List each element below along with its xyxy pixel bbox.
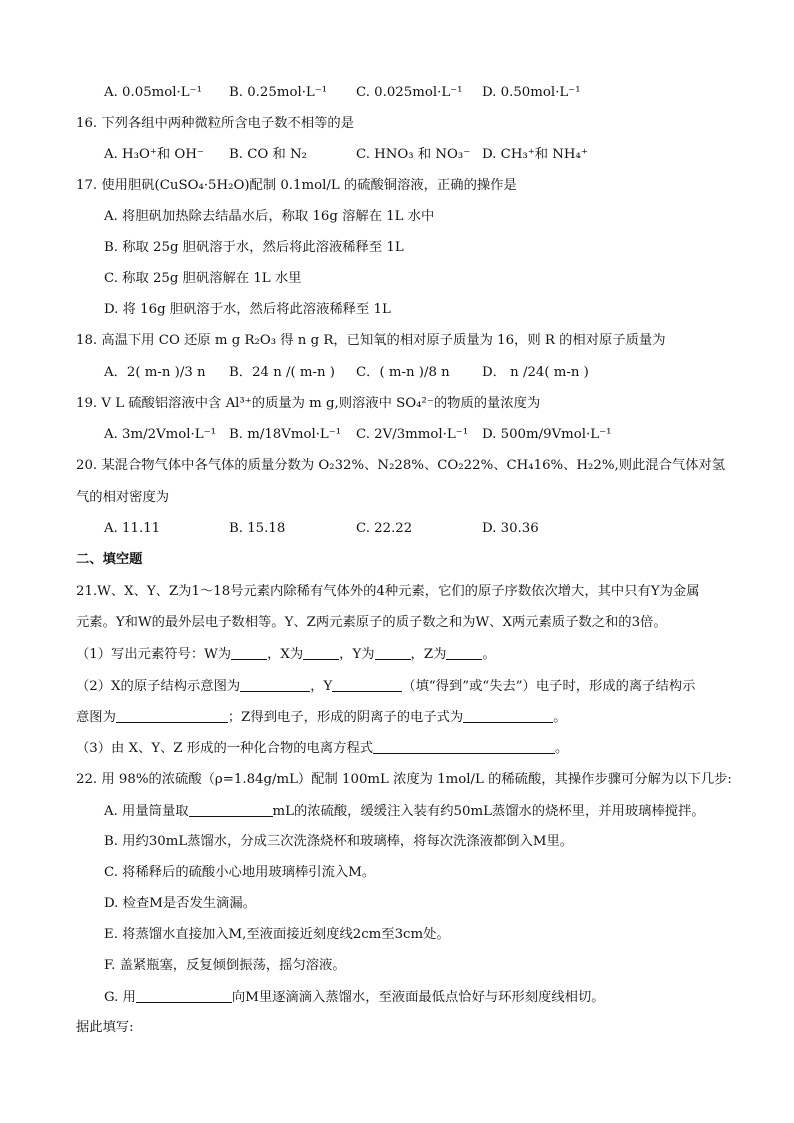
q16-option-d: D. CH₃⁺和 NH₄⁺: [482, 147, 588, 162]
q22-step-g-text2: 向M里逐滴滴入蒸馏水，至液面最低点恰好与环形刻度线相切。: [231, 990, 605, 1005]
q16-option-b: B. CO 和 N₂: [229, 147, 308, 162]
q19-stem: 19. V L 硫酸铝溶液中含 Al³⁺的质量为 m g,则溶液中 SO₄²⁻的物质的量浓度为: [76, 396, 541, 411]
q21-part1-text-w: （1）写出元素符号：W为: [76, 647, 232, 662]
q21-blank-x-structure[interactable]: [240, 677, 310, 692]
q15-option-d: D. 0.50mol·L⁻¹: [482, 85, 581, 100]
q18-option-b: B．24 n /( m-n ): [229, 365, 335, 380]
q18-option-a: A．2( m-n )/3 n: [104, 365, 206, 380]
q21-blank-anion-formula[interactable]: [463, 708, 553, 723]
q21-part2-line1: [76, 677, 695, 696]
q19-option-c: C. 2V/3mmol·L⁻¹: [356, 427, 469, 442]
q16-option-a: A. H₃O⁺和 OH⁻: [104, 147, 204, 162]
q22-step-c: C. 将稀释后的硫酸小心地用玻璃棒引流入M。: [104, 865, 376, 880]
q15-option-a: A. 0.05mol·L⁻¹: [104, 85, 202, 100]
q21-part1-end: 。: [482, 647, 496, 662]
q16-option-c: C. HNO₃ 和 NO₃⁻: [356, 147, 471, 162]
q22-step-g: [104, 988, 605, 1007]
q21-part1-text-y: ，Y为: [339, 647, 375, 662]
q21-blank-w[interactable]: [231, 645, 267, 660]
q20-option-b: B. 15.18: [229, 521, 286, 536]
q22-step-a-text1: A. 用量筒量取: [104, 804, 189, 819]
q21-part1-text-x: ，X为: [267, 647, 304, 662]
q22-step-a: [104, 802, 705, 821]
q15-option-b: B. 0.25mol·L⁻¹: [229, 85, 328, 100]
section-heading-fill-in: 二、填空题: [76, 552, 143, 567]
q21-part2-text-e: ；Z得到电子，形成的阴离子的电子式为: [227, 710, 464, 725]
q21-part2-text-a: （2）X的原子结构示意图为: [76, 679, 241, 694]
q15-option-c: C. 0.025mol·L⁻¹: [356, 85, 463, 100]
q22-step-d: D. 检查M是否发生滴漏。: [104, 896, 256, 911]
q17-option-c: C. 称取 25g 胆矾溶解在 1L 水里: [104, 271, 302, 286]
q22-step-g-text1: G. 用: [104, 990, 136, 1005]
q22-blank-volume[interactable]: [189, 802, 273, 817]
q21-blank-ionization[interactable]: [373, 739, 555, 754]
q17-option-b: B. 称取 25g 胆矾溶于水，然后将此溶液稀释至 1L: [104, 240, 404, 255]
q18-option-d: D． n /24( m-n ): [482, 365, 589, 380]
q21-part1: [76, 645, 496, 664]
q21-part2-text-c: （填“得到”或“失去”）电子时，形成的离子结构示: [402, 679, 696, 694]
q21-part3: [76, 739, 568, 758]
q19-option-d: D. 500m/9Vmol·L⁻¹: [482, 427, 612, 442]
q21-part3-text: （3）由 X、Y、Z 形成的一种化合物的电离方程式: [76, 741, 374, 756]
q18-option-c: C．( m-n )/8 n: [356, 365, 450, 380]
q21-blank-y-gain-lose[interactable]: [332, 677, 402, 692]
q19-option-b: B. m/18Vmol·L⁻¹: [229, 427, 342, 442]
q22-step-e: E. 将蒸馏水直接加入M,至液面接近刻度线2cm至3cm处。: [104, 927, 450, 942]
q20-stem-line1: 20. 某混合物气体中各气体的质量分数为 O₂32%、N₂28%、CO₂22%、CH₄16%、H₂2%,则此混合气体对氢: [76, 458, 726, 473]
q21-part2-line2: [76, 708, 566, 727]
q21-stem-line1: 21.W、X、Y、Z为1～18号元素内除稀有气体外的4种元素，它们的原子序数依次增大，其中只有Y为金属: [76, 584, 700, 599]
q17-stem: 17. 使用胆矾(CuSO₄·5H₂O)配制 0.1mol/L 的硫酸铜溶液，正确的操作是: [76, 178, 517, 193]
q22-step-a-text2: mL的浓硫酸，缓缓注入装有约50mL蒸馏水的烧杯里，并用玻璃棒搅拌。: [272, 804, 705, 819]
q19-option-a: A. 3m/2Vmol·L⁻¹: [104, 427, 216, 442]
q21-part3-end: 。: [555, 741, 569, 756]
q20-option-d: D. 30.36: [482, 521, 539, 536]
q20-stem-line2: 气的相对密度为: [76, 490, 170, 505]
q21-blank-x[interactable]: [303, 645, 339, 660]
q22-step-b: B. 用约30mL蒸馏水，分成三次洗涤烧杯和玻璃棒，将每次洗涤液都倒入M里。: [104, 834, 574, 849]
q20-option-a: A. 11.11: [104, 521, 161, 536]
q22-tail: 据此填写:: [76, 1020, 134, 1035]
q22-blank-tool[interactable]: [136, 988, 232, 1003]
q21-part2-end: 。: [553, 710, 567, 725]
q22-stem: 22. 用 98%的浓硫酸（ρ=1.84g/mL）配制 100mL 浓度为 1mol/L 的稀硫酸，其操作步骤可分解为以下几步:: [76, 772, 732, 787]
q21-part1-text-z: ，Z为: [410, 647, 447, 662]
q17-option-a: A. 将胆矾加热除去结晶水后，称取 16g 溶解在 1L 水中: [104, 209, 435, 224]
q21-stem-line2: 元素。Y和W的最外层电子数相等。Y、Z两元素原子的质子数之和为W、X两元素质子数之和的3倍。: [76, 615, 667, 630]
q22-step-f: F. 盖紧瓶塞，反复倾倒振荡，摇匀溶液。: [104, 958, 346, 973]
q18-stem: 18. 高温下用 CO 还原 m g R₂O₃ 得 n g R，已知氧的相对原子质量为 16，则 R 的相对原子质量为: [76, 333, 666, 348]
q21-part2-text-d: 意图为: [76, 710, 116, 725]
q21-part2-text-b: ，Y: [310, 679, 333, 694]
q21-blank-ion-structure[interactable]: [116, 708, 228, 723]
q21-blank-z[interactable]: [446, 645, 482, 660]
q16-stem: 16. 下列各组中两种微粒所含电子数不相等的是: [76, 116, 355, 131]
q17-option-d: D. 将 16g 胆矾溶于水，然后将此溶液稀释至 1L: [104, 302, 391, 317]
q21-blank-y[interactable]: [375, 645, 411, 660]
q20-option-c: C. 22.22: [356, 521, 413, 536]
